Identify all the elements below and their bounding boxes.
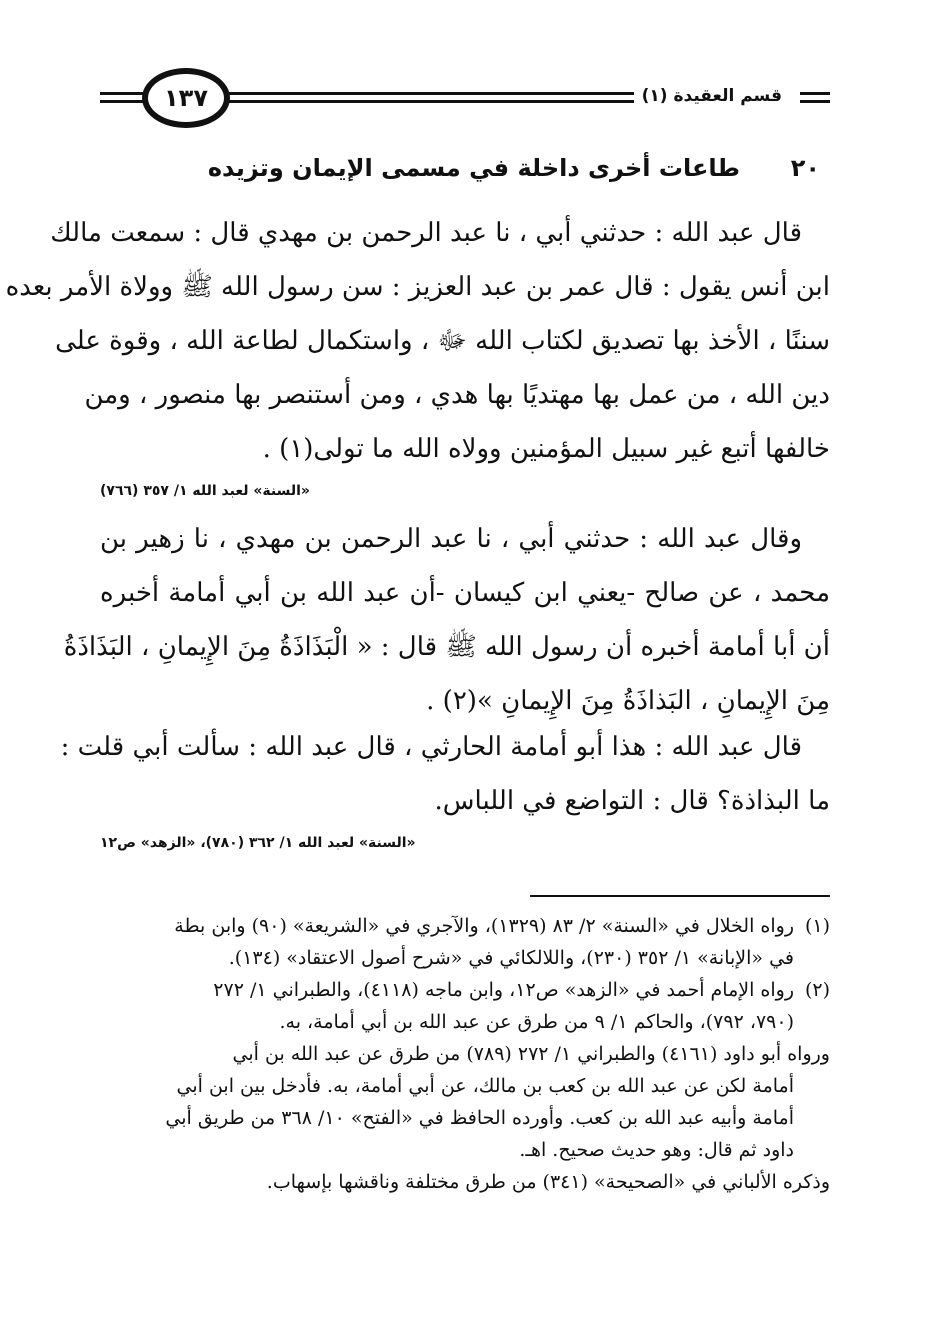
paragraph-2 <box>63 512 830 728</box>
header-rule <box>800 92 830 95</box>
footnote-line: أمامة وأبيه عبد الله بن كعب. وأورده الحافظ في «الفتح» ١٠/ ٣٦٨ من طريق أبي <box>165 1107 794 1129</box>
page-header <box>100 60 830 140</box>
footnote-line: داود ثم قال: وهو حديث صحيح. اهـ. <box>519 1139 794 1161</box>
footnotes <box>100 910 830 1198</box>
text-line: خالفها أتبع غير سبيل المؤمنين وولاه الله ما تولى(١) . <box>262 434 830 464</box>
running-head: قسم العقيدة (١) <box>634 86 790 106</box>
section-heading <box>100 150 830 194</box>
text-line: سننًا ، الأخذ بها تصديق لكتاب الله ﷻ ، واستكمال لطاعة الله ، وقوة على <box>55 326 830 356</box>
paragraph-3 <box>60 720 830 858</box>
text-line: وقال عبد الله : حدثني أبي ، نا عبد الرحمن بن مهدي ، نا زهير بن <box>100 524 802 554</box>
text-line: ابن أنس يقول : قال عمر بن عبد العزيز : سن رسول الله ﷺ وولاة الأمر بعده <box>5 272 830 302</box>
text-line: أن أبا أمامة أخبره أن رسول الله ﷺ قال : « الْبَذَاذَةُ مِنَ الإِيمانِ ، البَذَاذَةُ <box>63 632 830 662</box>
footnote-line: ورواه أبو داود (٤١٦١) والطبراني ١/ ٢٧٢ (٧٨٩) من طرق عن عبد الله بن أبي <box>232 1043 830 1065</box>
page-number: ١٣٧ <box>142 68 230 128</box>
header-rule <box>800 100 830 103</box>
text-line: قال عبد الله : هذا أبو أمامة الحارثي ، قال عبد الله : سألت أبي قلت : <box>60 732 802 762</box>
source-citation: «السنة» لعبد الله ١/ ٣٥٧ (٧٦٦) <box>100 483 310 499</box>
paragraph-1 <box>5 206 830 506</box>
section-number: ٢٠ <box>790 154 820 182</box>
footnote-line: وذكره الألباني في «الصحيحة» (٣٤١) من طرق مختلفة وناقشها بإسهاب. <box>266 1171 830 1193</box>
text-line: ما البذاذة؟ قال : التواضع في اللباس. <box>434 786 830 816</box>
footnote-line: (١)رواه الخلال في «السنة» ٢/ ٨٣ (١٣٢٩)، والآجري في «الشريعة» (٩٠) وابن بطة <box>100 910 830 942</box>
text-line: محمد ، عن صالح -يعني ابن كيسان -أن عبد الله بن أبي أمامة أخبره <box>100 578 830 608</box>
footnote-line: (٢)رواه الإمام أحمد في «الزهد» ص١٢، وابن ماجه (٤١١٨)، والطبراني ١/ ٢٧٢ <box>100 974 830 1006</box>
text-line: مِنَ الإِيمانِ ، البَذاذَةُ مِنَ الإِيمانِ »(٢) . <box>426 686 830 716</box>
text-line: قال عبد الله : حدثني أبي ، نا عبد الرحمن بن مهدي قال : سمعت مالك <box>50 218 802 248</box>
source-citation: «السنة» لعبد الله ١/ ٣٦٢ (٧٨٠)، «الزهد» ص١٢ <box>100 835 416 851</box>
footnote-line: (٧٩٠، ٧٩٢)، والحاكم ١/ ٩ من طرق عن عبد الله بن أبي أمامة، به. <box>279 1011 794 1033</box>
section-title: طاعات أخرى داخلة في مسمى الإيمان وتزيده <box>207 154 740 182</box>
footnote-number: (٢) <box>804 979 830 1001</box>
footnote-line: في «الإبانة» ١/ ٣٥٢ (٢٣٠)، واللالكائي في «شرح أصول الاعتقاد» (١٣٤). <box>228 947 794 969</box>
text-line: دين الله ، من عمل بها مهتديًا بها هدي ، ومن أستنصر بها منصور ، ومن <box>84 380 830 410</box>
footnote-separator <box>530 895 830 897</box>
footnote-number: (١) <box>804 915 830 937</box>
footnote-line: أمامة لكن عن عبد الله بن كعب بن مالك، عن أبي أمامة، به. فأدخل بين ابن أبي <box>176 1075 794 1097</box>
